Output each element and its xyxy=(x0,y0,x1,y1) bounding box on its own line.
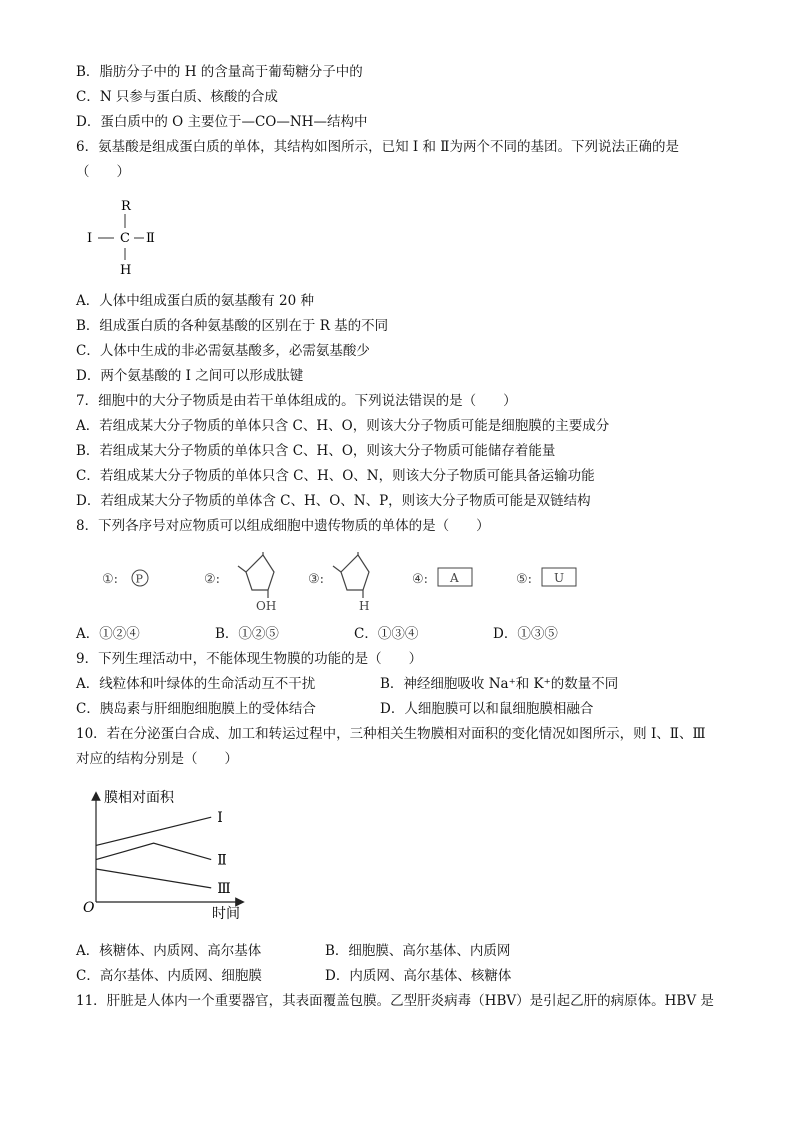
deoxyribose-h: H xyxy=(359,599,370,613)
q7-option-a: A．若组成某大分子物质的单体只含 C、H、O，则该大分子物质可能是细胞膜的主要成分 xyxy=(76,418,610,434)
ribose-oh: OH xyxy=(256,599,277,613)
ribose-ring xyxy=(246,555,274,590)
item-3-label: ③: xyxy=(308,572,325,587)
q6-option-a: A．人体中组成蛋白质的氨基酸有 20 种 xyxy=(76,293,315,309)
x-axis-label: 时间 xyxy=(212,906,240,922)
q8-option-c: C．①③④ xyxy=(354,626,419,642)
q6-option-d: D．两个氨基酸的 I 之间可以形成肽键 xyxy=(76,368,304,384)
series-label-2: Ⅱ xyxy=(217,852,227,869)
structure-i: Ⅰ xyxy=(87,231,93,246)
q8-option-b: B．①②⑤ xyxy=(215,626,279,642)
q10-option-a: A．核糖体、内质网、高尔基体 xyxy=(76,943,262,959)
q8-option-d: D．①③⑤ xyxy=(493,626,558,642)
q9-option-d: D．人细胞膜可以和鼠细胞膜相融合 xyxy=(380,701,594,717)
q10-option-d: D．内质网、高尔基体、核糖体 xyxy=(325,968,512,984)
series-label-3: Ⅲ xyxy=(217,880,231,897)
item-2-label: ②: xyxy=(204,572,221,587)
deoxyribose-ring xyxy=(341,555,369,590)
base-a: A xyxy=(450,571,459,585)
q5-option-d: D．蛋白质中的 O 主要位于—CO—NH—结构中 xyxy=(76,114,368,130)
series-line-2 xyxy=(96,843,211,859)
origin-label: O xyxy=(83,900,95,916)
q7-stem: 7．细胞中的大分子物质是由若干单体组成的。下列说法错误的是（ ） xyxy=(76,393,517,409)
q6-stem-bracket: （ ） xyxy=(76,164,130,180)
q9-option-c: C．胰岛素与肝细胞细胞膜上的受体结合 xyxy=(76,701,316,717)
series-line-1 xyxy=(96,817,211,845)
q5-option-b: B．脂肪分子中的 H 的含量高于葡萄糖分子中的 xyxy=(76,64,363,80)
q6-stem: 6．氨基酸是组成蛋白质的单体，其结构如图所示，已知 I 和 Ⅱ为两个不同的基团。下列说法正确的是 xyxy=(76,139,679,155)
q5-option-c: C．N 只参与蛋白质、核酸的合成 xyxy=(76,89,278,105)
membrane-area-chart xyxy=(80,784,260,926)
nucleotide-components-figure xyxy=(100,552,590,618)
item-5-label: ⑤: xyxy=(516,572,533,587)
q7-option-c: C．若组成某大分子物质的单体只含 C、H、O、N，则该大分子物质可能具备运输功能 xyxy=(76,468,595,484)
q9-stem: 9．下列生理活动中，不能体现生物膜的功能的是（ ） xyxy=(76,651,423,667)
q11-stem: 11．肝脏是人体内一个重要器官，其表面覆盖包膜。乙型肝炎病毒（HBV）是引起乙肝的病原体。HBV 是 xyxy=(76,993,714,1009)
structure-h: H xyxy=(120,263,132,278)
q6-option-b: B．组成蛋白质的各种氨基酸的区别在于 R 基的不同 xyxy=(76,318,389,334)
q10-option-b: B．细胞膜、高尔基体、内质网 xyxy=(325,943,511,959)
q9-option-a: A．线粒体和叶绿体的生命活动互不干扰 xyxy=(76,676,316,692)
phosphate-label: P xyxy=(135,572,143,586)
q8-option-a: A．①②④ xyxy=(76,626,140,642)
q8-stem: 8．下列各序号对应物质可以组成细胞中遗传物质的单体的是（ ） xyxy=(76,518,490,534)
amino-acid-structure-figure xyxy=(84,196,164,280)
q10-stem-cont: 对应的结构分别是（ ） xyxy=(76,751,238,767)
item-4-label: ④: xyxy=(412,572,429,587)
q10-option-c: C．高尔基体、内质网、细胞膜 xyxy=(76,968,262,984)
base-u: U xyxy=(554,571,565,585)
item-1-label: ①: xyxy=(102,572,119,587)
q6-option-c: C．人体中生成的非必需氨基酸多，必需氨基酸少 xyxy=(76,343,370,359)
series-label-1: Ⅰ xyxy=(217,810,223,827)
structure-ii: Ⅱ xyxy=(146,231,155,246)
q7-option-d: D．若组成某大分子物质的单体含 C、H、O、N、P，则该大分子物质可能是双链结构 xyxy=(76,493,591,509)
series-line-3 xyxy=(96,869,211,888)
q9-option-b: B．神经细胞吸收 Na⁺和 K⁺的数量不同 xyxy=(380,676,619,692)
structure-c: C xyxy=(120,231,130,246)
y-axis-label: 膜相对面积 xyxy=(104,790,174,806)
q7-option-b: B．若组成某大分子物质的单体只含 C、H、O，则该大分子物质可能储存着能量 xyxy=(76,443,556,459)
q10-stem: 10．若在分泌蛋白合成、加工和转运过程中，三种相关生物膜相对面积的变化情况如图所示，则 I、Ⅱ、Ⅲ xyxy=(76,726,706,742)
structure-r: R xyxy=(121,199,131,214)
